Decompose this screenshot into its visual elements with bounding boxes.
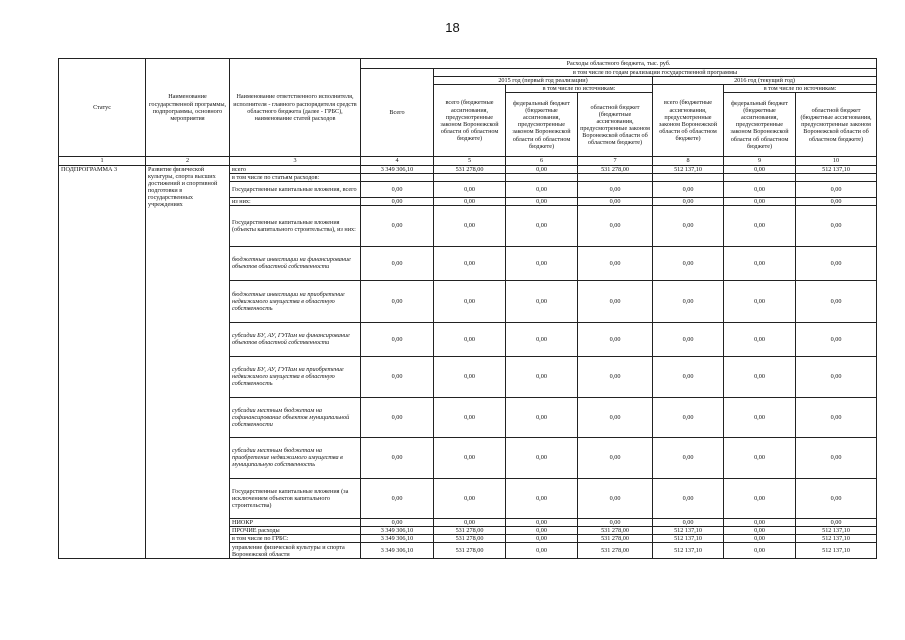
col-number: 8 bbox=[653, 157, 724, 165]
value-cell: 0,00 bbox=[361, 322, 434, 356]
column-numbers-row bbox=[59, 157, 877, 165]
value-cell: 0,00 bbox=[578, 197, 653, 205]
row-label: НИОКР bbox=[230, 518, 361, 526]
value-cell: 531 278,00 bbox=[578, 543, 653, 559]
value-cell bbox=[434, 173, 506, 181]
value-cell: 3 349 306,10 bbox=[361, 527, 434, 535]
col-number: 6 bbox=[506, 157, 578, 165]
value-cell: 0,00 bbox=[578, 280, 653, 322]
value-cell: 0,00 bbox=[361, 437, 434, 478]
value-cell: 0,00 bbox=[796, 197, 877, 205]
value-cell: 0,00 bbox=[578, 356, 653, 397]
value-cell: 3 349 306,10 bbox=[361, 543, 434, 559]
value-cell: 0,00 bbox=[724, 527, 796, 535]
value-cell: 0,00 bbox=[653, 437, 724, 478]
program-name-cell: Развитие физической культуры, спорта высших достижений и спортивной подготовки в государственных учреждениях bbox=[146, 165, 230, 559]
value-cell: 0,00 bbox=[506, 437, 578, 478]
value-cell: 0,00 bbox=[434, 356, 506, 397]
row-label: в том числе по статьям расходов: bbox=[230, 173, 361, 181]
value-cell: 0,00 bbox=[653, 197, 724, 205]
status-cell: ПОДПРОГРАММА 3 bbox=[59, 165, 146, 559]
value-cell: 0,00 bbox=[434, 518, 506, 526]
value-cell: 531 278,00 bbox=[578, 535, 653, 543]
value-cell: 0,00 bbox=[434, 246, 506, 280]
value-cell: 0,00 bbox=[361, 205, 434, 246]
value-cell: 0,00 bbox=[796, 181, 877, 197]
value-cell: 0,00 bbox=[724, 181, 796, 197]
value-cell: 0,00 bbox=[434, 397, 506, 437]
value-cell: 0,00 bbox=[506, 397, 578, 437]
value-cell: 0,00 bbox=[361, 356, 434, 397]
value-cell: 0,00 bbox=[578, 397, 653, 437]
value-cell: 0,00 bbox=[796, 437, 877, 478]
value-cell: 0,00 bbox=[506, 322, 578, 356]
value-cell: 0,00 bbox=[796, 478, 877, 518]
value-cell: 0,00 bbox=[506, 518, 578, 526]
value-cell: 0,00 bbox=[434, 437, 506, 478]
value-cell: 0,00 bbox=[578, 322, 653, 356]
row-label: субсидии местным бюджетам на приобретение недвижимого имущества в муниципальную собственность bbox=[230, 437, 361, 478]
value-cell: 0,00 bbox=[724, 197, 796, 205]
value-cell: 512 137,10 bbox=[653, 535, 724, 543]
value-cell: 0,00 bbox=[653, 322, 724, 356]
value-cell: 0,00 bbox=[724, 322, 796, 356]
value-cell: 0,00 bbox=[653, 397, 724, 437]
value-cell: 512 137,10 bbox=[653, 527, 724, 535]
value-cell: 0,00 bbox=[724, 205, 796, 246]
col-number: 9 bbox=[724, 157, 796, 165]
value-cell: 0,00 bbox=[506, 165, 578, 173]
header-program-name: Наименование государственной программы, подпрограммы, основного мероприятия bbox=[146, 59, 230, 157]
header-col6: федеральный бюджет (бюджетные ассигнования, предусмотренные законом Воронежской области об областном бюджете) bbox=[506, 93, 578, 157]
value-cell: 0,00 bbox=[506, 478, 578, 518]
value-cell: 512 137,10 bbox=[653, 543, 724, 559]
col-number: 2 bbox=[146, 157, 230, 165]
value-cell: 0,00 bbox=[361, 197, 434, 205]
value-cell bbox=[578, 173, 653, 181]
value-cell: 0,00 bbox=[724, 280, 796, 322]
col-number: 4 bbox=[361, 157, 434, 165]
row-label: Государственные капитальные вложения (объекты капитального строительства), из них: bbox=[230, 205, 361, 246]
value-cell: 0,00 bbox=[506, 535, 578, 543]
value-cell: 531 278,00 bbox=[434, 543, 506, 559]
value-cell: 0,00 bbox=[653, 478, 724, 518]
value-cell: 0,00 bbox=[653, 280, 724, 322]
col-number: 3 bbox=[230, 157, 361, 165]
value-cell: 0,00 bbox=[724, 535, 796, 543]
value-cell: 512 137,10 bbox=[796, 527, 877, 535]
col-number: 10 bbox=[796, 157, 877, 165]
value-cell: 0,00 bbox=[361, 246, 434, 280]
budget-table bbox=[58, 58, 877, 559]
header-total: Всего bbox=[361, 69, 434, 157]
value-cell: 0,00 bbox=[724, 437, 796, 478]
value-cell: 512 137,10 bbox=[796, 543, 877, 559]
value-cell: 0,00 bbox=[434, 181, 506, 197]
value-cell: 512 137,10 bbox=[796, 165, 877, 173]
value-cell: 0,00 bbox=[724, 356, 796, 397]
value-cell: 0,00 bbox=[796, 356, 877, 397]
value-cell: 3 349 306,10 bbox=[361, 535, 434, 543]
value-cell: 531 278,00 bbox=[434, 527, 506, 535]
col-number: 5 bbox=[434, 157, 506, 165]
value-cell: 0,00 bbox=[796, 205, 877, 246]
value-cell: 0,00 bbox=[361, 181, 434, 197]
value-cell: 0,00 bbox=[506, 181, 578, 197]
value-cell: 0,00 bbox=[578, 246, 653, 280]
value-cell: 0,00 bbox=[724, 397, 796, 437]
value-cell: 0,00 bbox=[724, 246, 796, 280]
row-label: ПРОЧИЕ расходы bbox=[230, 527, 361, 535]
header-col10: областной бюджет (бюджетные ассигнования, предусмотренные законом Воронежской области об областном бюджете) bbox=[796, 93, 877, 157]
value-cell: 0,00 bbox=[434, 205, 506, 246]
row-label: субсидии БУ, АУ, ГУПам на приобретение недвижимого имущества в областную собственность bbox=[230, 356, 361, 397]
value-cell: 0,00 bbox=[653, 356, 724, 397]
row-label: всего bbox=[230, 165, 361, 173]
value-cell: 0,00 bbox=[434, 322, 506, 356]
value-cell: 0,00 bbox=[506, 280, 578, 322]
value-cell: 0,00 bbox=[724, 543, 796, 559]
row-label: Государственные капитальные вложения (за исключением объектов капитального строительства) bbox=[230, 478, 361, 518]
row-label: из них: bbox=[230, 197, 361, 205]
col-number: 1 bbox=[59, 157, 146, 165]
value-cell: 0,00 bbox=[578, 181, 653, 197]
value-cell: 0,00 bbox=[506, 246, 578, 280]
value-cell: 0,00 bbox=[796, 518, 877, 526]
value-cell bbox=[653, 173, 724, 181]
value-cell: 0,00 bbox=[506, 543, 578, 559]
value-cell: 0,00 bbox=[506, 197, 578, 205]
row-label: в том числе по ГРБС: bbox=[230, 535, 361, 543]
row-label: бюджетные инвестиции на финансирование объектов областной собственности bbox=[230, 246, 361, 280]
header-incl-sources-2015: в том числе по источникам: bbox=[506, 85, 653, 93]
page-number: 18 bbox=[445, 20, 460, 35]
header-col7: областной бюджет (бюджетные ассигнования, предусмотренные законом Воронежской области об областном бюджете) bbox=[578, 93, 653, 157]
value-cell: 0,00 bbox=[796, 322, 877, 356]
value-cell: 0,00 bbox=[434, 197, 506, 205]
header-expenses: Расходы областного бюджета, тыс. руб. bbox=[361, 59, 877, 69]
row-label: бюджетные инвестиции на приобретение недвижимого имущества в областную собственность bbox=[230, 280, 361, 322]
value-cell: 512 137,10 bbox=[796, 535, 877, 543]
header-status: Статус bbox=[59, 59, 146, 157]
value-cell: 0,00 bbox=[578, 518, 653, 526]
value-cell: 0,00 bbox=[578, 478, 653, 518]
header-col8: всего (бюджетные ассигнования, предусмотренные законом Воронежской области об областном бюджете) bbox=[653, 85, 724, 157]
value-cell bbox=[796, 173, 877, 181]
value-cell: 512 137,10 bbox=[653, 165, 724, 173]
value-cell: 0,00 bbox=[434, 478, 506, 518]
row-label: субсидии местным бюджетам на софинансирование объектов муниципальной собственности bbox=[230, 397, 361, 437]
row-label: Государственные капитальные вложения, всего bbox=[230, 181, 361, 197]
table-row bbox=[59, 165, 877, 173]
value-cell: 0,00 bbox=[653, 181, 724, 197]
value-cell: 0,00 bbox=[506, 356, 578, 397]
value-cell bbox=[506, 173, 578, 181]
header-year-2015: 2015 год (первый год реализации) bbox=[434, 77, 653, 85]
value-cell: 0,00 bbox=[506, 527, 578, 535]
value-cell: 0,00 bbox=[653, 205, 724, 246]
value-cell: 0,00 bbox=[434, 280, 506, 322]
value-cell: 0,00 bbox=[653, 518, 724, 526]
header-col5: всего (бюджетные ассигнования, предусмотренные законом Воронежской области об областном бюджете) bbox=[434, 85, 506, 157]
header-year-2016: 2016 год (текущий год) bbox=[653, 77, 877, 85]
value-cell: 0,00 bbox=[361, 397, 434, 437]
header-by-years: в том числе по годам реализации государственной программы bbox=[434, 69, 877, 77]
value-cell: 0,00 bbox=[796, 397, 877, 437]
value-cell: 531 278,00 bbox=[434, 165, 506, 173]
col-number: 7 bbox=[578, 157, 653, 165]
value-cell: 3 349 306,10 bbox=[361, 165, 434, 173]
value-cell: 0,00 bbox=[578, 437, 653, 478]
value-cell: 0,00 bbox=[724, 478, 796, 518]
value-cell: 531 278,00 bbox=[434, 535, 506, 543]
header-executor: Наименование ответственного исполнителя, исполнителя - главного распорядителя средств областного бюджета (далее - ГРБС), наименование статей расходов bbox=[230, 59, 361, 157]
value-cell: 531 278,00 bbox=[578, 527, 653, 535]
value-cell: 0,00 bbox=[361, 280, 434, 322]
value-cell: 531 278,00 bbox=[578, 165, 653, 173]
value-cell: 0,00 bbox=[796, 246, 877, 280]
value-cell: 0,00 bbox=[724, 518, 796, 526]
value-cell: 0,00 bbox=[361, 478, 434, 518]
value-cell: 0,00 bbox=[361, 518, 434, 526]
value-cell: 0,00 bbox=[653, 246, 724, 280]
value-cell bbox=[361, 173, 434, 181]
value-cell bbox=[724, 173, 796, 181]
header-col9: федеральный бюджет (бюджетные ассигнования, предусмотренные законом Воронежской области об областном бюджете) bbox=[724, 93, 796, 157]
row-label: субсидии БУ, АУ, ГУПам на финансирование объектов областной собственности bbox=[230, 322, 361, 356]
value-cell: 0,00 bbox=[796, 280, 877, 322]
value-cell: 0,00 bbox=[724, 165, 796, 173]
row-label: управление физической культуры и спорта Воронежской области bbox=[230, 543, 361, 559]
value-cell: 0,00 bbox=[506, 205, 578, 246]
value-cell: 0,00 bbox=[578, 205, 653, 246]
header-incl-sources-2016: в том числе по источникам: bbox=[724, 85, 877, 93]
